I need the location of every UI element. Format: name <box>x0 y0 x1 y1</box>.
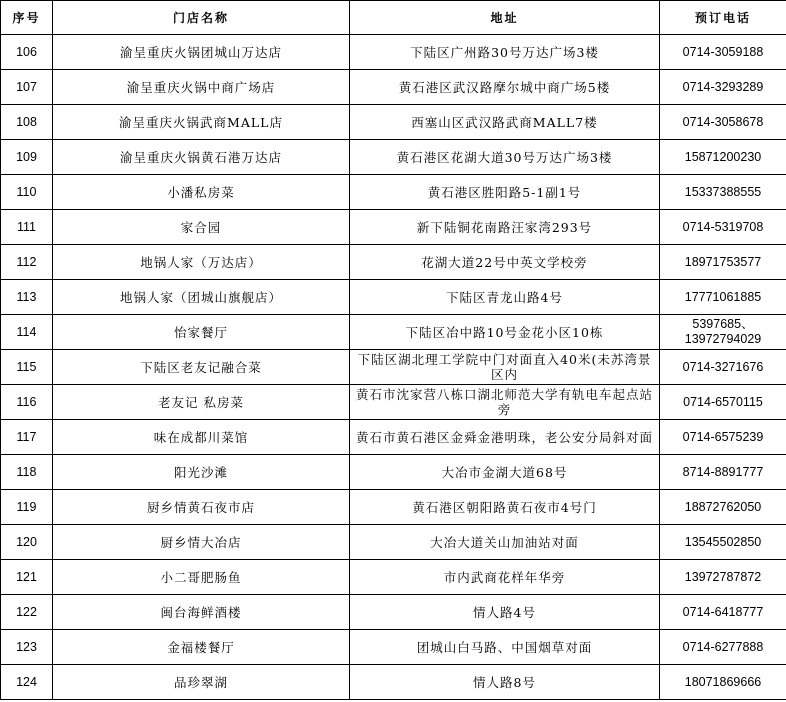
restaurant-name: 渝呈重庆火锅中商广场店 <box>53 70 350 105</box>
table-row <box>1 490 786 525</box>
table-row <box>1 35 786 70</box>
restaurant-name: 渝呈重庆火锅武商MALL店 <box>53 105 350 140</box>
restaurant-address: 下陆区湖北理工学院中门对面直入40米(未苏湾景区内 <box>350 350 660 385</box>
row-number: 112 <box>1 245 53 280</box>
table-row <box>1 105 786 140</box>
row-number: 118 <box>1 455 53 490</box>
table-row <box>1 560 786 595</box>
table-row <box>1 455 786 490</box>
restaurant-address: 花湖大道22号中英文学校旁 <box>350 245 660 280</box>
table-row <box>1 315 786 350</box>
restaurant-address: 黄石港区朝阳路黄石夜市4号门 <box>350 490 660 525</box>
restaurant-name: 厨乡情大冶店 <box>53 525 350 560</box>
row-number: 117 <box>1 420 53 455</box>
restaurant-name: 地锅人家（万达店） <box>53 245 350 280</box>
restaurant-name: 地锅人家（团城山旗舰店） <box>53 280 350 315</box>
restaurant-address: 黄石港区武汉路摩尔城中商广场5楼 <box>350 70 660 105</box>
restaurant-address: 黄石港区胜阳路5-1副1号 <box>350 175 660 210</box>
restaurant-name: 小潘私房菜 <box>53 175 350 210</box>
booking-phone: 5397685、13972794029 <box>660 315 786 350</box>
booking-phone: 15337388555 <box>660 175 786 210</box>
booking-phone: 0714-6575239 <box>660 420 786 455</box>
table-row <box>1 595 786 630</box>
restaurant-name: 怡家餐厅 <box>53 315 350 350</box>
restaurant-address: 情人路8号 <box>350 665 660 700</box>
table-row <box>1 630 786 665</box>
restaurant-address: 下陆区冶中路10号金花小区10栋 <box>350 315 660 350</box>
row-number: 107 <box>1 70 53 105</box>
restaurant-address: 下陆区青龙山路4号 <box>350 280 660 315</box>
restaurant-name: 老友记 私房菜 <box>53 385 350 420</box>
restaurant-name: 品珍翠湖 <box>53 665 350 700</box>
booking-phone: 0714-3059188 <box>660 35 786 70</box>
restaurant-name: 味在成都川菜馆 <box>53 420 350 455</box>
row-number: 113 <box>1 280 53 315</box>
restaurant-name: 渝呈重庆火锅黄石港万达店 <box>53 140 350 175</box>
table-row <box>1 350 786 385</box>
booking-phone: 0714-5319708 <box>660 210 786 245</box>
row-number: 119 <box>1 490 53 525</box>
table-row <box>1 280 786 315</box>
table-row <box>1 175 786 210</box>
header-phone: 预订电话 <box>660 1 786 35</box>
restaurant-name: 阳光沙滩 <box>53 455 350 490</box>
restaurant-name: 小二哥肥肠鱼 <box>53 560 350 595</box>
restaurant-address: 黄石市沈家营八栋口湖北师范大学有轨电车起点站旁 <box>350 385 660 420</box>
booking-phone: 18071869666 <box>660 665 786 700</box>
restaurant-address: 下陆区广州路30号万达广场3楼 <box>350 35 660 70</box>
restaurant-address: 市内武商花样年华旁 <box>350 560 660 595</box>
restaurant-name: 家合园 <box>53 210 350 245</box>
row-number: 109 <box>1 140 53 175</box>
booking-phone: 8714-8891777 <box>660 455 786 490</box>
row-number: 111 <box>1 210 53 245</box>
table-row <box>1 210 786 245</box>
restaurant-address: 黄石港区花湖大道30号万达广场3楼 <box>350 140 660 175</box>
booking-phone: 17771061885 <box>660 280 786 315</box>
row-number: 110 <box>1 175 53 210</box>
row-number: 124 <box>1 665 53 700</box>
table-row <box>1 385 786 420</box>
booking-phone: 0714-6277888 <box>660 630 786 665</box>
row-number: 116 <box>1 385 53 420</box>
table-row <box>1 420 786 455</box>
booking-phone: 13972787872 <box>660 560 786 595</box>
restaurant-address: 黄石市黄石港区金舜金港明珠，老公安分局斜对面 <box>350 420 660 455</box>
restaurant-name: 金福楼餐厅 <box>53 630 350 665</box>
booking-phone: 18872762050 <box>660 490 786 525</box>
row-number: 123 <box>1 630 53 665</box>
restaurant-address: 大冶市金湖大道68号 <box>350 455 660 490</box>
booking-phone: 0714-3293289 <box>660 70 786 105</box>
table-row <box>1 70 786 105</box>
booking-phone: 0714-3271676 <box>660 350 786 385</box>
booking-phone: 0714-6418777 <box>660 595 786 630</box>
header-row <box>1 1 786 35</box>
restaurant-address: 团城山白马路、中国烟草对面 <box>350 630 660 665</box>
header-name: 门店名称 <box>53 1 350 35</box>
header-num: 序号 <box>1 1 53 35</box>
booking-phone: 0714-3058678 <box>660 105 786 140</box>
row-number: 122 <box>1 595 53 630</box>
row-number: 108 <box>1 105 53 140</box>
restaurant-address: 大冶大道关山加油站对面 <box>350 525 660 560</box>
restaurant-name: 下陆区老友记融合菜 <box>53 350 350 385</box>
restaurant-address: 情人路4号 <box>350 595 660 630</box>
restaurant-address: 西塞山区武汉路武商MALL7楼 <box>350 105 660 140</box>
table-row <box>1 140 786 175</box>
row-number: 106 <box>1 35 53 70</box>
table-row <box>1 525 786 560</box>
row-number: 121 <box>1 560 53 595</box>
restaurant-name: 闽台海鲜酒楼 <box>53 595 350 630</box>
row-number: 115 <box>1 350 53 385</box>
booking-phone: 0714-6570115 <box>660 385 786 420</box>
restaurant-name: 渝呈重庆火锅团城山万达店 <box>53 35 350 70</box>
row-number: 120 <box>1 525 53 560</box>
booking-phone: 18971753577 <box>660 245 786 280</box>
table-row <box>1 245 786 280</box>
restaurant-name: 厨乡情黄石夜市店 <box>53 490 350 525</box>
restaurant-address: 新下陆铜花南路汪家湾293号 <box>350 210 660 245</box>
header-address: 地址 <box>350 1 660 35</box>
booking-phone: 13545502850 <box>660 525 786 560</box>
table-row <box>1 665 786 700</box>
row-number: 114 <box>1 315 53 350</box>
booking-phone: 15871200230 <box>660 140 786 175</box>
